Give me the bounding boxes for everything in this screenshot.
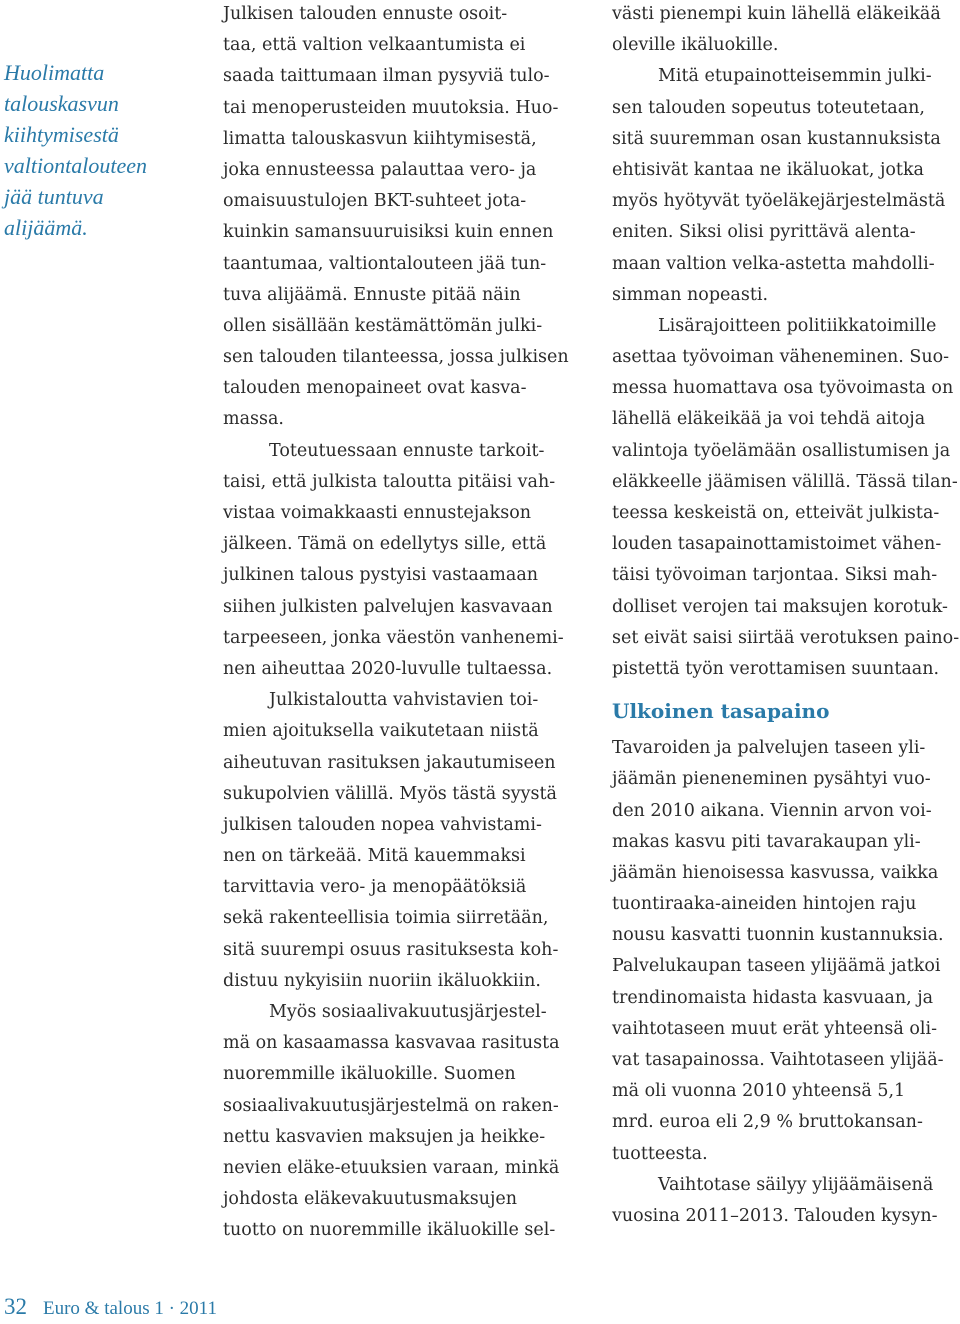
text-line: teessa keskeistä on, etteivät julkista- <box>612 503 940 523</box>
column-right <box>612 0 958 1232</box>
text-line: västi pienempi kuin lähellä eläkeikää <box>612 4 941 24</box>
text-line: ollen sisällään kestämättömän julki- <box>223 315 543 336</box>
text-line: Tavaroiden ja palvelujen taseen yli- <box>612 738 926 759</box>
text-line: tuotto on nuoremmille ikäluokille sel- <box>223 1220 556 1241</box>
text-line: omaisuustulojen BKT-suhteet jota- <box>223 191 527 212</box>
text-line: saada taittumaan ilman pysyviä tulo- <box>223 66 550 87</box>
text-line: sen talouden sopeutus toteutetaan, <box>612 97 925 118</box>
text-line: taa, että valtion velkaantumista ei <box>223 35 526 56</box>
text-line: siihen julkisten palvelujen kasvavaan <box>223 596 553 617</box>
text-line: Myös sosiaalivakuutusjärjestel- <box>269 1002 547 1022</box>
page-footer <box>4 1294 217 1320</box>
text-line: Julkisen talouden ennuste osoit- <box>223 4 508 24</box>
text-line: vat tasapainossa. Vaihtotaseen ylijää- <box>612 1050 944 1070</box>
text-line: louden tasapainottamistoimet vähen- <box>612 534 942 555</box>
text-line: distuu nykyisiin nuoriin ikäluokkiin. <box>223 970 541 991</box>
column-middle <box>223 0 583 1247</box>
section-heading: Ulkoinen tasapaino <box>612 699 830 724</box>
text-line: vuosina 2011–2013. Talouden kysyn- <box>612 1205 938 1226</box>
text-line: Toteutuessaan ennuste tarkoit- <box>269 440 545 461</box>
text-line: taantumaa, valtiontalouteen jää tun- <box>223 253 547 274</box>
text-line: aiheutuvan rasituksen jakautumiseen <box>223 752 556 773</box>
page-number: 32 <box>4 1294 27 1319</box>
text-line: julkisen talouden nopea vahvistami- <box>223 814 542 835</box>
text-line: täisi työvoiman tarjontaa. Siksi mah- <box>612 565 938 586</box>
text-line: Vaihtotase säilyy ylijäämäisenä <box>658 1174 934 1195</box>
text-line: massa. <box>223 409 284 430</box>
text-line: Mitä etupainotteisemmin julki- <box>658 66 932 87</box>
text-line: makas kasvu piti tavarakaupan yli- <box>612 831 921 852</box>
text-line: sosiaalivakuutusjärjestelmä on raken- <box>223 1095 559 1116</box>
text-line: myös hyötyvät työeläkejärjestelmästä <box>612 191 946 212</box>
publication-name: Euro & talous 1 · 2011 <box>43 1298 217 1319</box>
text-line: johdosta eläkevakuutusmaksujen <box>223 1189 518 1210</box>
text-line: nuoremmille ikäluokille. Suomen <box>223 1064 516 1085</box>
text-line: mä oli vuonna 2010 yhteensä 5,1 <box>612 1081 906 1102</box>
text-line: nen on tärkeää. Mitä kauemmaksi <box>223 846 526 867</box>
text-line: nevien eläke-etuuksien varaan, minkä <box>223 1157 560 1178</box>
pull-quote <box>4 57 204 243</box>
text-line: mä on kasaamassa kasvavaa rasitusta <box>223 1033 560 1054</box>
text-line: tuotteesta. <box>612 1143 708 1164</box>
pull-quote-line: talouskasvun <box>4 91 119 116</box>
text-line: tarvittavia vero- ja menopäätöksiä <box>223 877 527 898</box>
text-line: tai menoperusteiden muutoksia. Huo- <box>223 97 559 118</box>
pull-quote-line: Huolimatta <box>4 60 105 85</box>
pull-quote-line: jää tuntuva <box>4 184 104 209</box>
text-line: tuva alijäämä. Ennuste pitää näin <box>223 284 521 305</box>
text-line: julkinen talous pystyisi vastaamaan <box>223 565 539 586</box>
text-line: set eivät saisi siirtää verotuksen paino- <box>612 627 960 648</box>
text-line: vistaa voimakkaasti ennustejakson <box>223 503 532 523</box>
text-line: dolliset verojen tai maksujen korotuk- <box>612 596 948 617</box>
text-line: lähellä eläkeikää ja voi tehdä aitoja <box>612 409 926 430</box>
text-line: den 2010 aikana. Viennin arvon voi- <box>612 800 932 821</box>
text-line: Palvelukaupan taseen ylijäämä jatkoi <box>612 956 941 977</box>
text-line: sitä suurempi osuus rasituksesta koh- <box>223 939 559 960</box>
text-line: tuontiraaka-aineiden hintojen raju <box>612 894 917 915</box>
text-line: mien ajoituksella vaikutetaan niistä <box>223 721 539 742</box>
text-line: Julkistaloutta vahvistavien toi- <box>269 690 539 711</box>
text-line: talouden menopaineet ovat kasva- <box>223 378 527 399</box>
text-line: sen talouden tilanteessa, jossa julkisen <box>223 347 569 368</box>
text-line: eniten. Siksi olisi pyrittävä alenta- <box>612 222 916 243</box>
text-line: nen aiheuttaa 2020-luvulle tultaessa. <box>223 658 553 679</box>
text-line: limatta talouskasvun kiihtymisestä, <box>223 128 537 149</box>
text-line: sekä rakenteellisia toimia siirretään, <box>223 908 549 929</box>
pull-quote-line: alijäämä. <box>4 215 88 240</box>
text-line: asettaa työvoiman väheneminen. Suo- <box>612 347 950 368</box>
text-line: jäämän pieneneminen pysähtyi vuo- <box>612 769 931 790</box>
text-line: vaihtotaseen muut erät yhteensä oli- <box>612 1018 938 1039</box>
text-line: sitä suuremman osan kustannuksista <box>612 128 941 149</box>
text-line: oleville ikäluokille. <box>612 35 779 56</box>
text-line: nettu kasvavien maksujen ja heikke- <box>223 1126 546 1147</box>
text-line: eläkkeelle jäämisen välillä. Tässä tilan- <box>612 471 958 492</box>
text-line: trendinomaista hidasta kasvuaan, ja <box>612 987 934 1008</box>
text-line: joka ennusteessa palauttaa vero- ja <box>223 159 537 180</box>
text-line: taisi, että julkista taloutta pitäisi vah- <box>223 471 556 492</box>
pull-quote-line: kiihtymisestä <box>4 122 119 147</box>
text-line: messa huomattava osa työvoimasta on <box>612 378 954 399</box>
text-line: valintoja työelämään osallistumisen ja <box>612 440 951 461</box>
text-line: nousu kasvatti tuonnin kustannuksia. <box>612 925 944 946</box>
text-line: jälkeen. Tämä on edellytys sille, että <box>223 534 547 555</box>
text-line: ehtisivät kantaa ne ikäluokat, jotka <box>612 159 924 180</box>
text-line: simman nopeasti. <box>612 284 769 305</box>
text-line: Lisärajoitteen politiikkatoimille <box>658 315 937 336</box>
text-line: maan valtion velka-astetta mahdolli- <box>612 253 935 274</box>
pull-quote-line: valtiontalouteen <box>4 153 147 178</box>
text-line: kuinkin samansuuruisiksi kuin ennen <box>223 222 554 243</box>
text-line: tarpeeseen, jonka väestön vanhenemi- <box>223 627 564 648</box>
text-line: jäämän hienoisessa kasvussa, vaikka <box>612 862 939 883</box>
text-line: pistettä työn verottamisen suuntaan. <box>612 658 940 679</box>
text-line: mrd. euroa eli 2,9 % bruttokansan- <box>612 1112 923 1133</box>
text-line: sukupolvien välillä. Myös tästä syystä <box>223 783 557 804</box>
